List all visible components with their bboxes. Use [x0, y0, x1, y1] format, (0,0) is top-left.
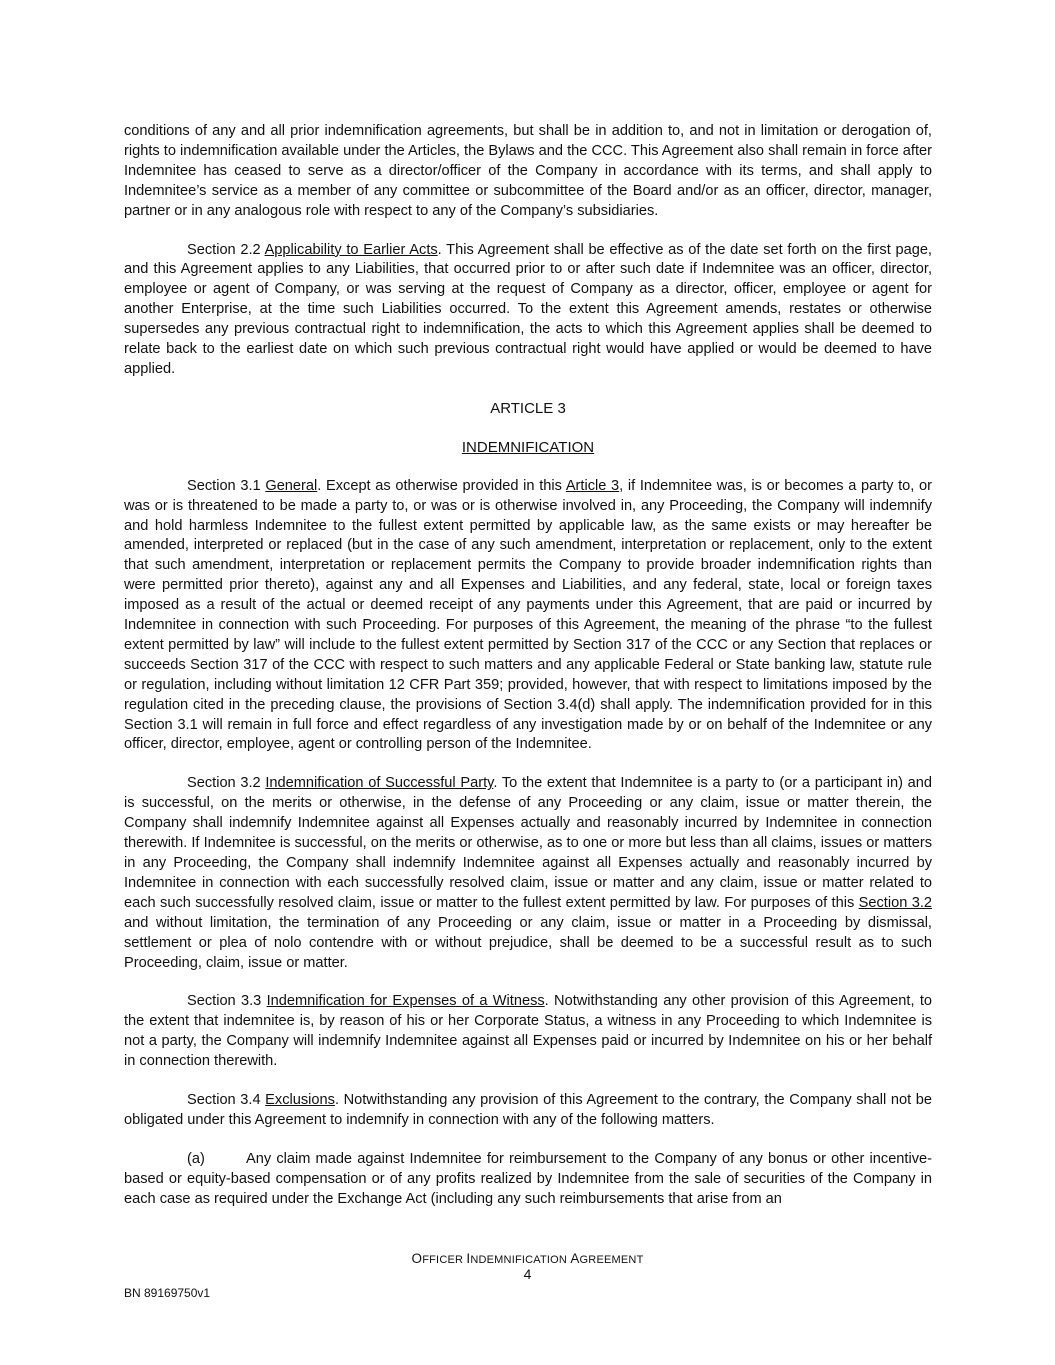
- section-3-3-title: Indemnification for Expenses of a Witness: [266, 993, 545, 1010]
- footer-title-small-officer: FFICER: [422, 1254, 467, 1266]
- section-2-2-label: Section 2.2: [187, 241, 261, 258]
- article-title-text: INDEMNIFICATION: [461, 438, 595, 456]
- document-id: BN 89169750v1: [124, 1286, 211, 1300]
- footer-title-cap-a: A: [570, 1251, 580, 1266]
- section-3-2-pre: . To the extent that Indemnitee is a party to (or a participant in) and is successful, on the merits or otherwise, in the defense of any Proceeding or any claim, issue or matter therein, the Company shall indemnify Indemnitee against all Expenses actually and reasonably incurred by Indemnitee in connection therewith. If Indemnitee is successful, on the merits or otherwise, as to one or more but less than all claims, issues or matters in any Proceeding, the Company shall indemnify Indemnitee against all Expenses actually and reasonably incurred by Indemnitee in connection with each successfully resolved claim, issue or matter and any claim, issue or matter related to each such successfully resolved claim, issue or matter to the fullest extent permitted by law. For purposes of this: [124, 775, 932, 911]
- section-3-2-label: Section 3.2: [187, 775, 261, 792]
- article-3-reference: Article 3: [565, 477, 620, 494]
- section-3-4-title: Exclusions: [265, 1092, 335, 1109]
- section-2-2-title: Applicability to Earlier Acts: [264, 241, 438, 258]
- clause-a-body: Any claim made against Indemnitee for reimbursement to the Company of any bonus or other incentive-based or equity-based compensation or of any profits realized by Indemnitee from the sale of securities of the Company in each case as required under the Exchange Act (including any such reimbursements that arise from an: [124, 1150, 932, 1207]
- section-3-4-label: Section 3.4: [187, 1092, 261, 1109]
- footer-title-small-agreement: GREEMENT: [579, 1254, 644, 1266]
- article-heading: ARTICLE 3: [490, 399, 566, 417]
- footer-title-cap-o: O: [411, 1251, 423, 1266]
- section-3-3-paragraph: [124, 992, 932, 1072]
- section-3-1-title: General: [265, 477, 318, 494]
- footer-title-small-indemnification: NDEMNIFICATION: [470, 1254, 571, 1266]
- clause-a-paragraph: [124, 1150, 932, 1210]
- section-3-3-label: Section 3.3: [187, 993, 262, 1010]
- page-number: 4: [523, 1266, 532, 1282]
- section-3-2-reference: Section 3.2: [858, 894, 932, 911]
- section-3-2-body: and without limitation, the termination of any Proceeding or any claim, issue or matter in a Proceeding by dismissal, settlement or plea of nolo contendre with or without prejudice, shall be deemed to be a successful result as to such Proceeding, claim, issue or matter.: [124, 914, 932, 971]
- section-3-2-paragraph: [124, 774, 932, 973]
- section-3-2-title: Indemnification of Successful Party: [265, 775, 494, 792]
- section-3-4-paragraph: [124, 1091, 932, 1131]
- clause-a-label: (a): [187, 1150, 205, 1167]
- footer-title: [0, 1251, 1055, 1266]
- section-3-1-pre: . Except as otherwise provided in this: [317, 477, 566, 494]
- document-body: [124, 122, 932, 1229]
- section-3-1-body: , if Indemnitee was, is or becomes a party to, or was or is threatened to be made a party to, or was or is otherwise involved in, any Proceeding, the Company will indemnify and hold harmless Indemnitee to the fullest extent permitted by applicable law, as the same exists or may hereafter be amended, interpreted or replaced (but in the case of any such amendment, interpretation or replacement, only to the extent that such amendment, interpretation or replacement permits the Company to provide broader indemnification rights than were permitted prior thereto), against any and all Expenses and Liabilities, and any federal, state, local or foreign taxes imposed as a result of the actual or deemed receipt of any payments under this Agreement, that are paid or incurred by Indemnitee in connection with such Proceeding. For purposes of this Agreement, the meaning of the phrase “to the fullest extent permitted by law” will include to the fullest extent permitted by Section 317 of the CCC or any Section that replaces or succeeds Section 317 of the CCC with respect to such matters and any applicable Federal or State banking law, statute rule or regulation, including without limitation 12 CFR Part 359; provided, however, that with respect to limitations imposed by the regulation cited in the preceding clause, the provisions of Section 3.4(d) shall apply. The indemnification provided for in this Section 3.1 will remain in full force and effect regardless of any investigation made by or on behalf of the Indemnitee or any officer, director, employee, agent or controlling person of the Indemnitee.: [124, 477, 933, 753]
- article-title: [124, 438, 932, 458]
- paragraph-continuation: conditions of any and all prior indemnification agreements, but shall be in addition to, and not in limitation or derogation of, rights to indemnification available under the Articles, the Bylaws and the CCC. This Agreement also shall remain in force after Indemnitee has ceased to serve as a director/officer of the Company in accordance with its terms, and shall apply to Indemnitee’s service as a member of any committee or subcommittee of the Board and/or as an officer, director, manager, partner or in any analogous role with respect to any of the Company’s subsidiaries.: [124, 123, 932, 219]
- section-3-3-body: . Notwithstanding any other provision of this Agreement, to the extent that indemnitee is, by reason of his or her Corporate Status, a witness in any Proceeding to which Indemnitee is not a party, the Company will indemnify Indemnitee against all Expenses paid or incurred by Indemnitee on his or her behalf in connection therewith.: [124, 993, 932, 1070]
- section-2-2-paragraph: [124, 241, 932, 380]
- section-3-4-body: . Notwithstanding any provision of this Agreement to the contrary, the Company shall not be obligated under this Agreement to indemnify in connection with any of the following matters.: [124, 1092, 932, 1128]
- section-2-2-body: . This Agreement shall be effective as of the date set forth on the first page, and this Agreement applies to any Liabilities, that occurred prior to or after such date if Indemnitee was an officer, director, employee or agent of Company, or was serving at the request of Company as a director, officer, employee or agent for another Enterprise, at the time such Liabilities occurred. To the extent this Agreement amends, restates or otherwise supersedes any previous contractual right to indemnification, the acts to which this Agreement applies shall be deemed to relate back to the earliest date on which such previous contractual right would have applied or would be deemed to have applied.: [124, 241, 932, 377]
- section-3-1-paragraph: [124, 477, 932, 756]
- footer-title-cap-i: I: [466, 1251, 471, 1266]
- section-3-1-label: Section 3.1: [187, 477, 261, 494]
